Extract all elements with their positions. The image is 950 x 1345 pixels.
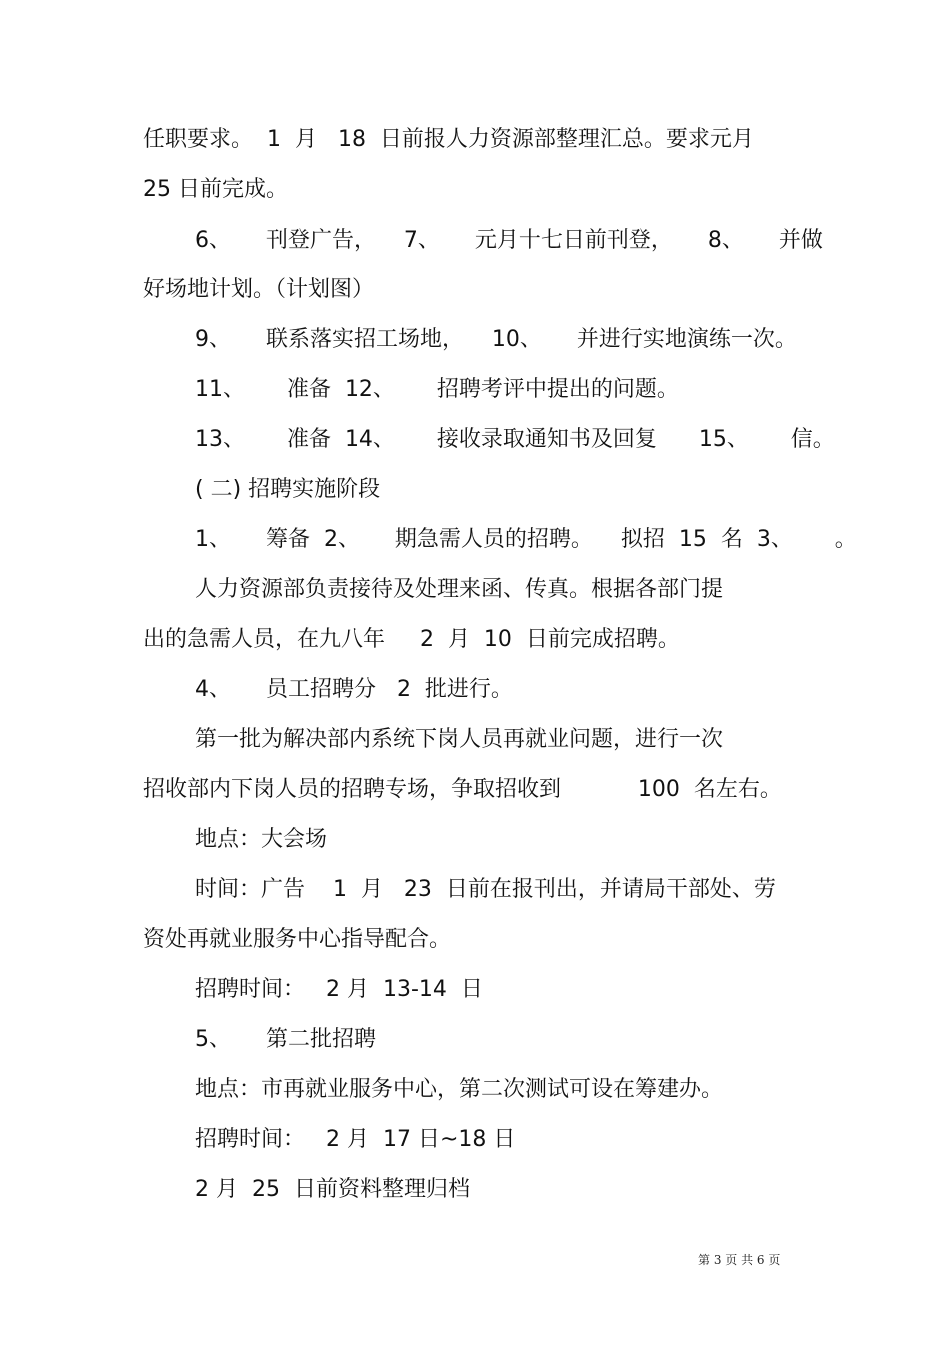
text-line: 资处再就业服务中心指导配合。: [143, 927, 452, 952]
text-line: 人力资源部负责接待及处理来函、传真。根据各部门提: [195, 577, 724, 602]
text-line: 11、 准备 12、 招聘考评中提出的问题。: [195, 377, 679, 402]
page-number-footer: 第 3 页 共 6 页: [698, 1253, 781, 1267]
text-line: 好场地计划。（计划图）: [143, 277, 375, 302]
text-line: 招聘时间： 2 月 17 日~18 日: [195, 1127, 516, 1152]
text-line: 2 月 25 日前资料整理归档: [195, 1177, 470, 1202]
text-line: 第一批为解决部内系统下岗人员再就业问题，进行一次: [195, 727, 724, 752]
text-line: 时间：广告 1 月 23 日前在报刊出，并请局干部处、劳: [195, 877, 776, 902]
text-line: 4、 员工招聘分 2 批进行。: [195, 677, 513, 702]
text-line: 招收部内下岗人员的招聘专场，争取招收到 100 名左右。: [143, 777, 782, 802]
text-line: 5、 第二批招聘: [195, 1027, 376, 1052]
text-line: 9、 联系落实招工场地， 10、 并进行实地演练一次。: [195, 327, 797, 352]
section-heading: ( 二) 招聘实施阶段: [195, 477, 381, 502]
text-line: 1、 筹备 2、 期急需人员的招聘。 拟招 15 名 3、 。: [195, 527, 857, 552]
text-line: 25 日前完成。: [143, 177, 288, 202]
text-line: 13、 准备 14、 接收录取通知书及回复 15、 信。: [195, 427, 835, 452]
text-line: 地点：市再就业服务中心，第二次测试可设在筹建办。: [195, 1077, 724, 1102]
text-line: 任职要求。 1 月 18 日前报人力资源部整理汇总。要求元月: [143, 127, 754, 152]
text-line: 地点：大会场: [195, 827, 328, 852]
text-line: 6、 刊登广告， 7、 元月十七日前刊登， 8、 并做: [195, 228, 823, 253]
text-line: 出的急需人员，在九八年 2 月 10 日前完成招聘。: [143, 627, 680, 652]
text-line: 招聘时间： 2 月 13-14 日: [195, 977, 483, 1002]
